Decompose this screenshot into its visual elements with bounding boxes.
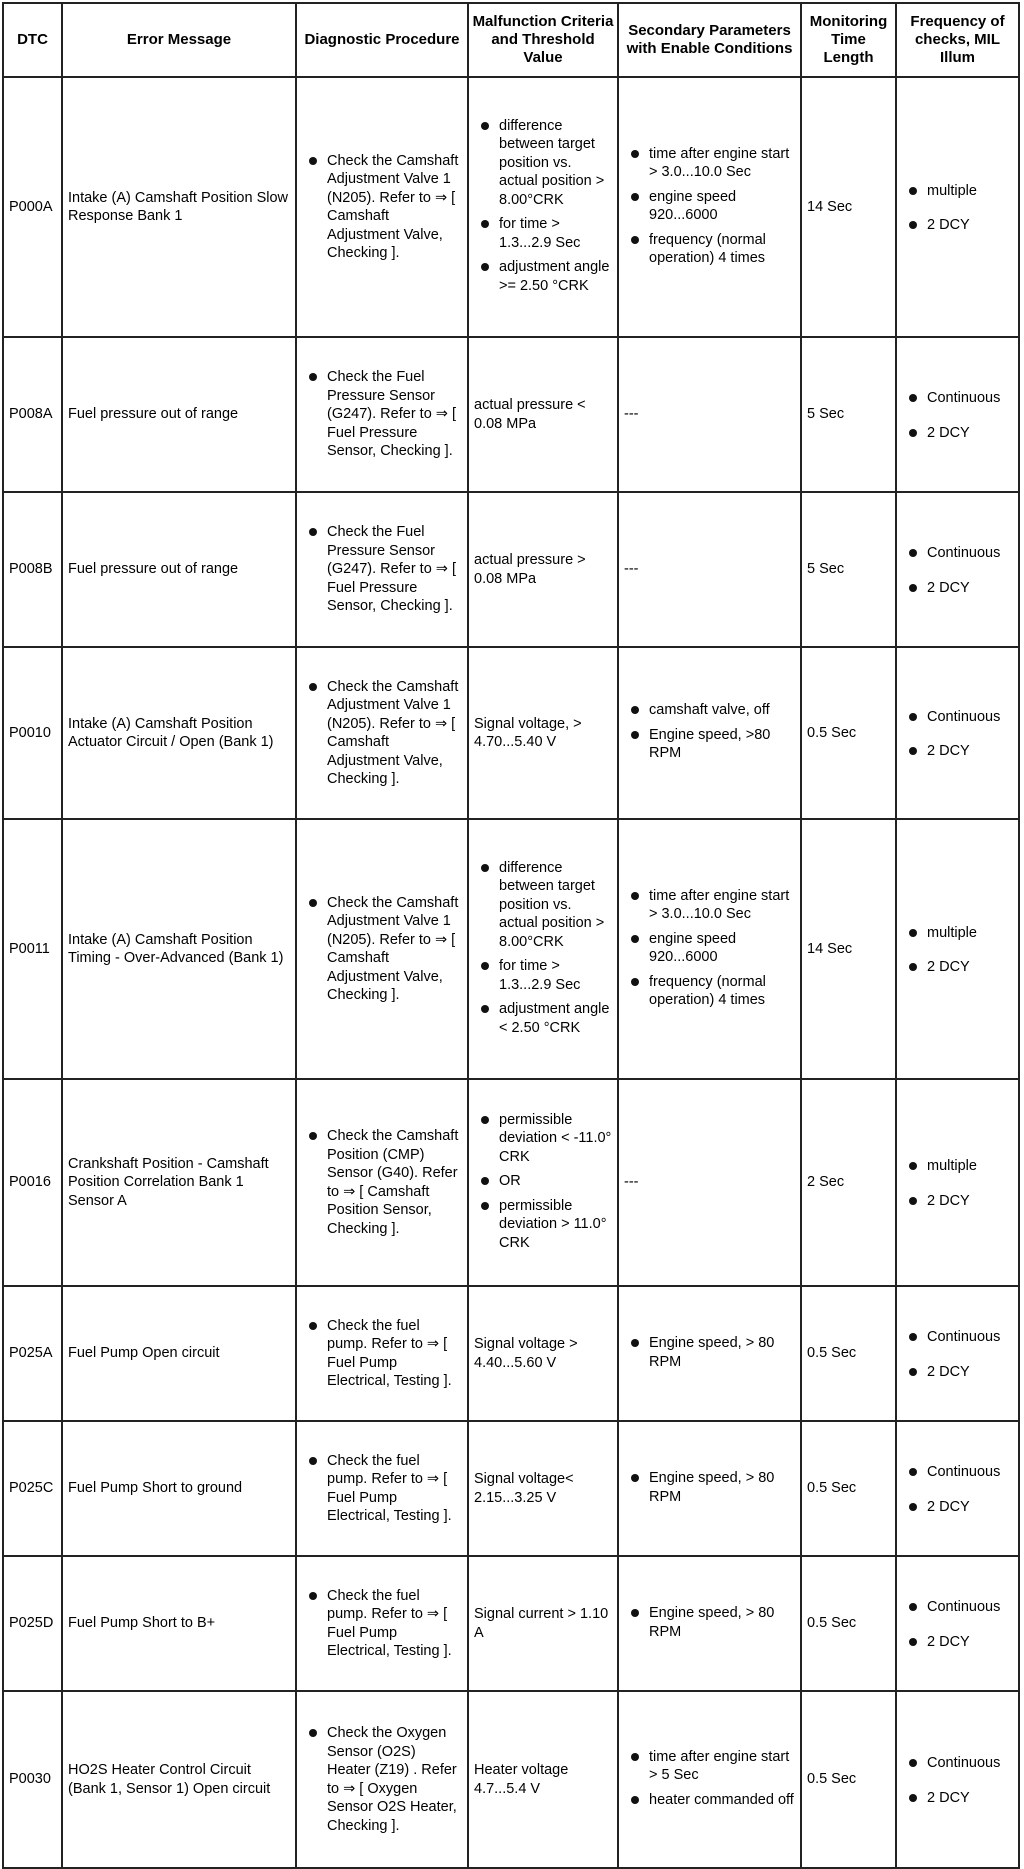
- malfunction-item-list: [474, 117, 612, 296]
- secondary-parameters: [618, 647, 801, 819]
- secondary-item: camshaft valve, off: [624, 701, 795, 720]
- secondary-item-list: [624, 1604, 795, 1641]
- frequency-mil: [896, 77, 1019, 337]
- frequency-item: multiple: [902, 1157, 1013, 1176]
- diagnostic-step-list: [302, 1724, 462, 1835]
- table-row: [3, 647, 1019, 819]
- diagnostic-step: Check the fuel pump. Refer to ⇒ [ Fuel Pump Electrical, Testing ].: [302, 1452, 462, 1526]
- malfunction-item: for time > 1.3...2.9 Sec: [474, 957, 612, 994]
- dtc-code: P0030: [3, 1691, 62, 1868]
- diagnostic-step-list: [302, 894, 462, 1005]
- secondary-item: Engine speed, >80 RPM: [624, 726, 795, 763]
- error-message: Fuel Pump Short to ground: [62, 1421, 296, 1556]
- secondary-item: Engine speed, > 80 RPM: [624, 1604, 795, 1641]
- secondary-item-list: [624, 701, 795, 763]
- error-message: Fuel pressure out of range: [62, 337, 296, 492]
- malfunction-criteria: [468, 1079, 618, 1286]
- frequency-item: Continuous: [902, 1328, 1013, 1347]
- frequency-item: 2 DCY: [902, 1789, 1013, 1808]
- dtc-code: P0011: [3, 819, 62, 1079]
- frequency-item: 2 DCY: [902, 1192, 1013, 1211]
- secondary-item: Engine speed, > 80 RPM: [624, 1334, 795, 1371]
- secondary-parameters: [618, 819, 801, 1079]
- malfunction-criteria: Signal voltage, > 4.70...5.40 V: [468, 647, 618, 819]
- frequency-item: Continuous: [902, 1598, 1013, 1617]
- secondary-item-list: [624, 1334, 795, 1371]
- frequency-mil: [896, 492, 1019, 647]
- dtc-code: P025A: [3, 1286, 62, 1421]
- frequency-item-list: [902, 924, 1013, 977]
- malfunction-item: permissible deviation < -11.0° CRK: [474, 1111, 612, 1167]
- table-row: [3, 1421, 1019, 1556]
- malfunction-criteria: Signal voltage > 4.40...5.60 V: [468, 1286, 618, 1421]
- malfunction-criteria: [468, 77, 618, 337]
- secondary-item-list: [624, 887, 795, 1010]
- frequency-item-list: [902, 1157, 1013, 1210]
- header-dtc: DTC: [3, 3, 62, 77]
- frequency-item: Continuous: [902, 1463, 1013, 1482]
- malfunction-criteria: Heater voltage 4.7...5.4 V: [468, 1691, 618, 1868]
- secondary-parameters: [618, 1691, 801, 1868]
- monitoring-time: 2 Sec: [801, 1079, 896, 1286]
- error-message: Fuel Pump Short to B+: [62, 1556, 296, 1691]
- frequency-item: multiple: [902, 924, 1013, 943]
- malfunction-criteria: Signal voltage< 2.15...3.25 V: [468, 1421, 618, 1556]
- secondary-item-list: [624, 145, 795, 268]
- frequency-item-list: [902, 1754, 1013, 1807]
- table-row: [3, 492, 1019, 647]
- diagnostic-procedure: [296, 1556, 468, 1691]
- frequency-item-list: [902, 1328, 1013, 1381]
- error-message: Intake (A) Camshaft Position Timing - Over-Advanced (Bank 1): [62, 819, 296, 1079]
- secondary-parameters: [618, 1286, 801, 1421]
- secondary-item: time after engine start > 5 Sec: [624, 1748, 795, 1785]
- dtc-code: P008A: [3, 337, 62, 492]
- diagnostic-step: Check the Fuel Pressure Sensor (G247). Refer to ⇒ [ Fuel Pressure Sensor, Checking ].: [302, 368, 462, 461]
- diagnostic-step: Check the Camshaft Adjustment Valve 1 (N205). Refer to ⇒ [ Camshaft Adjustment Valve, Checking ].: [302, 894, 462, 1005]
- diagnostic-procedure: [296, 1691, 468, 1868]
- frequency-item: 2 DCY: [902, 579, 1013, 598]
- frequency-item-list: [902, 1463, 1013, 1516]
- error-message: Fuel pressure out of range: [62, 492, 296, 647]
- malfunction-item: difference between target position vs. actual position > 8.00°CRK: [474, 859, 612, 952]
- malfunction-criteria: [468, 819, 618, 1079]
- secondary-parameters: [618, 77, 801, 337]
- secondary-parameters: [618, 1421, 801, 1556]
- dtc-table: [2, 2, 1020, 1869]
- malfunction-item: adjustment angle >= 2.50 °CRK: [474, 258, 612, 295]
- diagnostic-procedure: [296, 819, 468, 1079]
- diagnostic-step-list: [302, 1452, 462, 1526]
- dtc-code: P025D: [3, 1556, 62, 1691]
- monitoring-time: 0.5 Sec: [801, 1556, 896, 1691]
- frequency-item: multiple: [902, 182, 1013, 201]
- frequency-item: 2 DCY: [902, 958, 1013, 977]
- frequency-item: 2 DCY: [902, 1633, 1013, 1652]
- monitoring-time: 0.5 Sec: [801, 1286, 896, 1421]
- error-message: Intake (A) Camshaft Position Actuator Circuit / Open (Bank 1): [62, 647, 296, 819]
- secondary-item: time after engine start > 3.0...10.0 Sec: [624, 145, 795, 182]
- diagnostic-procedure: [296, 1286, 468, 1421]
- dtc-code: P0016: [3, 1079, 62, 1286]
- frequency-mil: [896, 337, 1019, 492]
- diagnostic-step-list: [302, 368, 462, 461]
- malfunction-item-list: [474, 1111, 612, 1253]
- monitoring-time: 0.5 Sec: [801, 1691, 896, 1868]
- frequency-item-list: [902, 544, 1013, 597]
- secondary-item: frequency (normal operation) 4 times: [624, 973, 795, 1010]
- diagnostic-step: Check the Fuel Pressure Sensor (G247). Refer to ⇒ [ Fuel Pressure Sensor, Checking ].: [302, 523, 462, 616]
- secondary-parameters: ---: [618, 492, 801, 647]
- frequency-mil: [896, 1691, 1019, 1868]
- frequency-item-list: [902, 1598, 1013, 1651]
- diagnostic-step: Check the Camshaft Adjustment Valve 1 (N205). Refer to ⇒ [ Camshaft Adjustment Valve, Checking ].: [302, 152, 462, 263]
- malfunction-item-list: [474, 859, 612, 1038]
- diagnostic-step: Check the fuel pump. Refer to ⇒ [ Fuel Pump Electrical, Testing ].: [302, 1317, 462, 1391]
- malfunction-item: for time > 1.3...2.9 Sec: [474, 215, 612, 252]
- frequency-item-list: [902, 708, 1013, 761]
- monitoring-time: 5 Sec: [801, 492, 896, 647]
- frequency-item: 2 DCY: [902, 742, 1013, 761]
- diagnostic-procedure: [296, 1421, 468, 1556]
- frequency-mil: [896, 1556, 1019, 1691]
- diagnostic-step: Check the fuel pump. Refer to ⇒ [ Fuel Pump Electrical, Testing ].: [302, 1587, 462, 1661]
- malfunction-item: difference between target position vs. actual position > 8.00°CRK: [474, 117, 612, 210]
- frequency-item: 2 DCY: [902, 1363, 1013, 1382]
- table-row: [3, 1556, 1019, 1691]
- error-message: Intake (A) Camshaft Position Slow Response Bank 1: [62, 77, 296, 337]
- dtc-code: P000A: [3, 77, 62, 337]
- table-row: [3, 77, 1019, 337]
- diagnostic-procedure: [296, 77, 468, 337]
- table-row: [3, 1691, 1019, 1868]
- dtc-code: P008B: [3, 492, 62, 647]
- secondary-item-list: [624, 1469, 795, 1506]
- frequency-item: 2 DCY: [902, 424, 1013, 443]
- dtc-code: P025C: [3, 1421, 62, 1556]
- malfunction-criteria: actual pressure > 0.08 MPa: [468, 492, 618, 647]
- monitoring-time: 5 Sec: [801, 337, 896, 492]
- secondary-item: Engine speed, > 80 RPM: [624, 1469, 795, 1506]
- frequency-item: 2 DCY: [902, 216, 1013, 235]
- table-row: [3, 1286, 1019, 1421]
- secondary-parameters: ---: [618, 337, 801, 492]
- malfunction-criteria: actual pressure < 0.08 MPa: [468, 337, 618, 492]
- diagnostic-procedure: [296, 337, 468, 492]
- monitoring-time: 14 Sec: [801, 77, 896, 337]
- header-monitoring-time: Monitoring Time Length: [801, 3, 896, 77]
- secondary-parameters: [618, 1556, 801, 1691]
- table-body: [3, 77, 1019, 1868]
- secondary-item-list: [624, 1748, 795, 1810]
- header-row: [3, 3, 1019, 77]
- malfunction-criteria: Signal current > 1.10 A: [468, 1556, 618, 1691]
- diagnostic-step-list: [302, 1587, 462, 1661]
- frequency-mil: [896, 1079, 1019, 1286]
- frequency-mil: [896, 819, 1019, 1079]
- secondary-item: engine speed 920...6000: [624, 188, 795, 225]
- diagnostic-step-list: [302, 523, 462, 616]
- secondary-item: engine speed 920...6000: [624, 930, 795, 967]
- dtc-code: P0010: [3, 647, 62, 819]
- diagnostic-procedure: [296, 492, 468, 647]
- malfunction-item: permissible deviation > 11.0° CRK: [474, 1197, 612, 1253]
- frequency-item: Continuous: [902, 544, 1013, 563]
- diagnostic-step-list: [302, 1127, 462, 1238]
- secondary-item: frequency (normal operation) 4 times: [624, 231, 795, 268]
- frequency-mil: [896, 1286, 1019, 1421]
- table-row: [3, 819, 1019, 1079]
- header-frequency: Frequency of checks, MIL Illum: [896, 3, 1019, 77]
- table-row: [3, 1079, 1019, 1286]
- diagnostic-step-list: [302, 678, 462, 789]
- diagnostic-step: Check the Camshaft Adjustment Valve 1 (N205). Refer to ⇒ [ Camshaft Adjustment Valve, Checking ].: [302, 678, 462, 789]
- header-diagnostic-procedure: Diagnostic Procedure: [296, 3, 468, 77]
- frequency-item: 2 DCY: [902, 1498, 1013, 1517]
- secondary-item: heater commanded off: [624, 1791, 795, 1810]
- diagnostic-step: Check the Camshaft Position (CMP) Sensor (G40). Refer to ⇒ [ Camshaft Position Sensor, Checking ].: [302, 1127, 462, 1238]
- secondary-item: time after engine start > 3.0...10.0 Sec: [624, 887, 795, 924]
- diagnostic-step-list: [302, 1317, 462, 1391]
- header-secondary-parameters: Secondary Parameters with Enable Conditions: [618, 3, 801, 77]
- error-message: Crankshaft Position - Camshaft Position Correlation Bank 1 Sensor A: [62, 1079, 296, 1286]
- header-malfunction-criteria: Malfunction Criteria and Threshold Value: [468, 3, 618, 77]
- table-row: [3, 337, 1019, 492]
- frequency-item: Continuous: [902, 1754, 1013, 1773]
- malfunction-item: adjustment angle < 2.50 °CRK: [474, 1000, 612, 1037]
- monitoring-time: 0.5 Sec: [801, 1421, 896, 1556]
- secondary-parameters: ---: [618, 1079, 801, 1286]
- header-error-message: Error Message: [62, 3, 296, 77]
- monitoring-time: 14 Sec: [801, 819, 896, 1079]
- frequency-mil: [896, 1421, 1019, 1556]
- diagnostic-procedure: [296, 1079, 468, 1286]
- diagnostic-procedure: [296, 647, 468, 819]
- frequency-item: Continuous: [902, 389, 1013, 408]
- frequency-item-list: [902, 182, 1013, 235]
- diagnostic-step: Check the Oxygen Sensor (O2S) Heater (Z19) . Refer to ⇒ [ Oxygen Sensor O2S Heater, Checking ].: [302, 1724, 462, 1835]
- diagnostic-step-list: [302, 152, 462, 263]
- error-message: Fuel Pump Open circuit: [62, 1286, 296, 1421]
- frequency-item-list: [902, 389, 1013, 442]
- error-message: HO2S Heater Control Circuit (Bank 1, Sensor 1) Open circuit: [62, 1691, 296, 1868]
- frequency-item: Continuous: [902, 708, 1013, 727]
- malfunction-item: OR: [474, 1172, 612, 1191]
- frequency-mil: [896, 647, 1019, 819]
- monitoring-time: 0.5 Sec: [801, 647, 896, 819]
